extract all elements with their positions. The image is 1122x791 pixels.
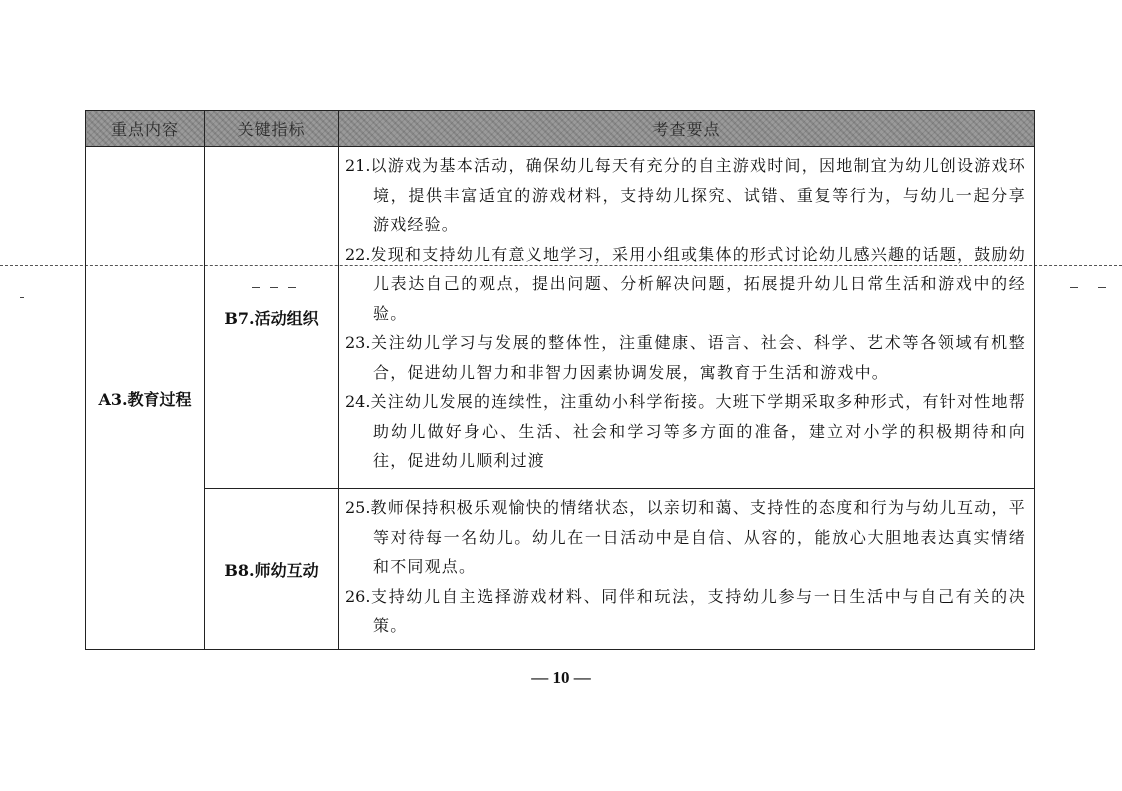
indicator-label: B7.活动组织 (205, 147, 339, 489)
table-header-row (86, 111, 1035, 147)
check-point-item: 22.发现和支持幼儿有意义地学习，采用小组或集体的形式讨论幼儿感兴趣的话题，鼓励幼儿表达自己的观点，提出问题、分析解决问题，拓展提升幼儿日常生活和游戏中的经验。 (345, 244, 1026, 323)
scan-artifact-dash (20, 297, 24, 298)
check-points-cell (339, 489, 1035, 650)
check-point-item: 21.以游戏为基本活动，确保幼儿每天有充分的自主游戏时间，因地制宜为幼儿创设游戏环境，提供丰富适宜的游戏材料，支持幼儿探究、试错、重复等行为，与幼儿一起分享游戏经验。 (345, 156, 1026, 234)
header-key-content: 重点内容 (86, 111, 205, 147)
check-point-item: 26.支持幼儿自主选择游戏材料、同伴和玩法，支持幼儿参与一日生活中与自己有关的决策。 (345, 586, 1026, 635)
check-points-cell (339, 147, 1035, 489)
header-check-points: 考查要点 (339, 111, 1035, 147)
table-row (86, 147, 1035, 489)
section-label: A3.教育过程 (86, 147, 205, 650)
standards-table (85, 110, 1035, 650)
indicator-label: B8.师幼互动 (205, 489, 339, 650)
check-point-item: 25.教师保持积极乐观愉快的情绪状态，以亲切和蔼、支持性的态度和行为与幼儿互动，平等对待每一名幼儿。幼儿在一日活动中是自信、从容的，能放心大胆地表达真实情绪和不同观点。 (345, 498, 1026, 576)
scan-artifact-dash (1070, 287, 1078, 288)
check-point-item: 24.关注幼儿发展的连续性，注重幼小科学衔接。大班下学期采取多种形式，有针对性地帮助幼儿做好身心、生活、社会和学习等多方面的准备，建立对小学的积极期待和向往，促进幼儿顺利过渡 (345, 392, 1026, 470)
check-point-item: 23.关注幼儿学习与发展的整体性，注重健康、语言、社会、科学、艺术等各领域有机整合，促进幼儿智力和非智力因素协调发展，寓教育于生活和游戏中。 (345, 333, 1026, 382)
page-number: — 10 — (531, 668, 591, 687)
header-key-indicator: 关键指标 (205, 111, 339, 147)
scan-artifact-dash (1098, 287, 1106, 288)
table-row (86, 489, 1035, 650)
